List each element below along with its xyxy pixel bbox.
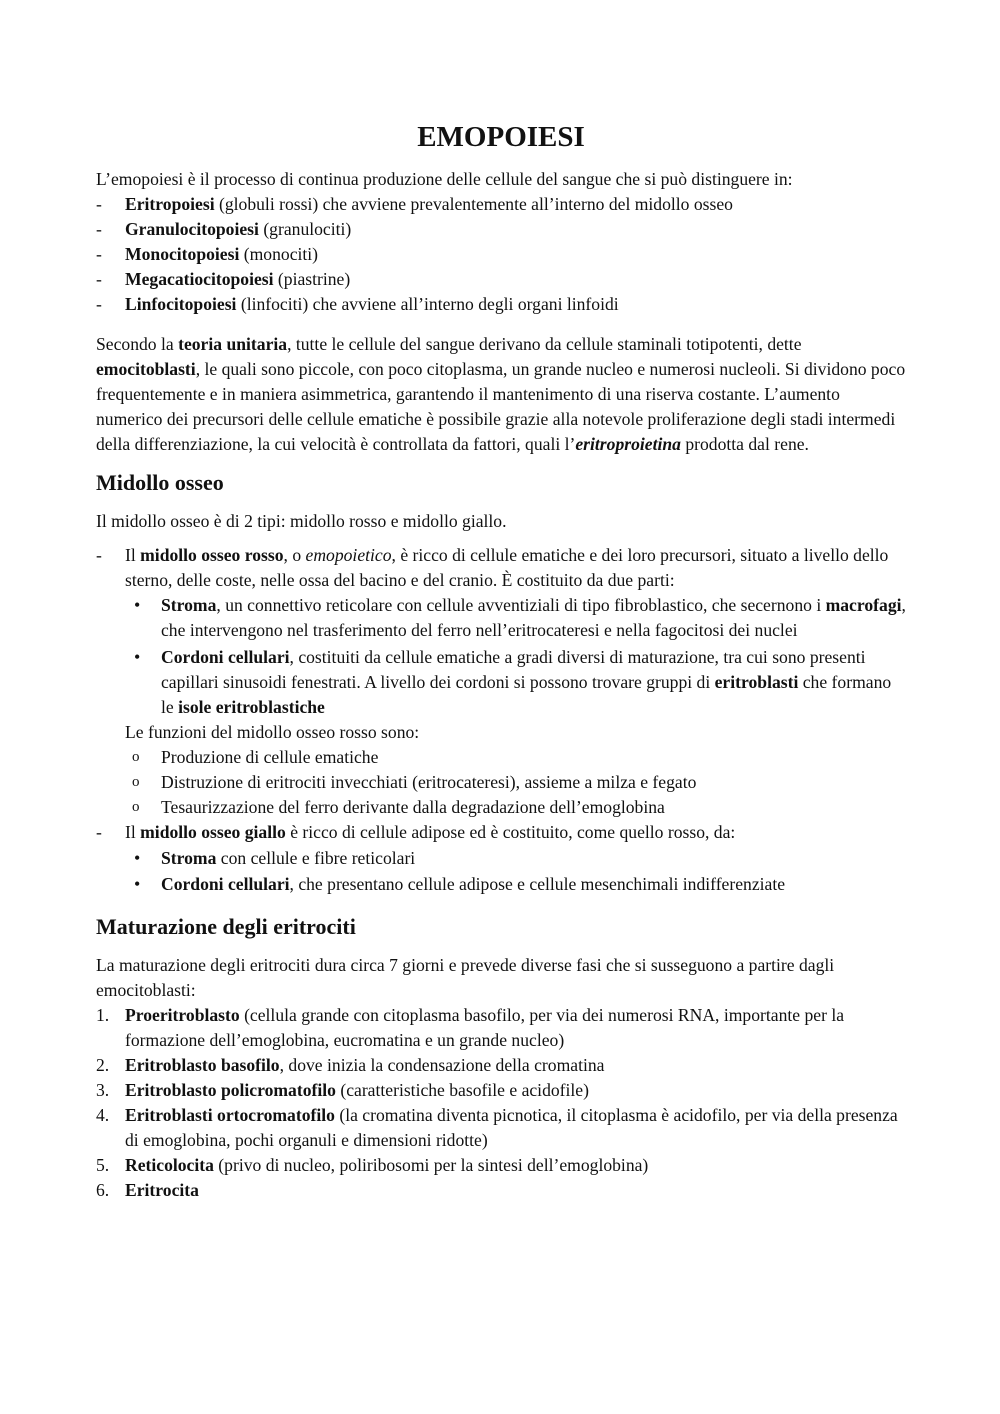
list-item: - Linfocitopoiesi (linfociti) che avviene all’interno degli organi linfoidi: [96, 292, 906, 317]
list-item: - Granulocitopoiesi (granulociti): [96, 217, 906, 242]
list-item: - Monocitopoiesi (monociti): [96, 242, 906, 267]
midollo-list: [96, 543, 906, 897]
teoria-unitaria-paragraph: Secondo la teoria unitaria, tutte le cellule del sangue derivano da cellule staminali totipotenti, dette emocitoblasti, le quali sono piccole, con poco citoplasma, un grande nucleo e numerosi nucleoli. Si dividono poco frequentemente e in maniera asimmetrica, garantendo il mantenimento di una riserva costante. L’aumento numerico dei precursori delle cellule ematiche è possibile grazie alla notevole proliferazione degli stadi intermedi della differenziazione, la cui velocità è controllata da fattori, quali l’eritroproietina prodotta dal rene.: [96, 334, 906, 454]
bullet-marker: •: [134, 595, 141, 615]
list-item-funzione: o Tesaurizzazione del ferro derivante dalla degradazione dell’emoglobina: [96, 795, 906, 820]
intro-paragraph: L’emopoiesi è il processo di continua produzione delle cellule del sangue che si può distinguere in:: [96, 169, 793, 189]
bullet-marker: •: [134, 848, 141, 868]
maturazione-intro: La maturazione degli eritrociti dura circa 7 giorni e prevede diverse fasi che si susseguono a partire dagli emocitoblasti:: [96, 955, 835, 1000]
list-item-stroma: • Stroma, un connettivo reticolare con cellule avventiziali di tipo fibroblastico, che secernono i macrofagi, che intervengono nel trasferimento del ferro nell’eritrocateresi e nella fagocitosi dei nuclei: [134, 595, 906, 640]
list-item-step: 1. Proeritroblasto (cellula grande con citoplasma basofilo, per via dei numerosi RNA, importante per la formazione dell’emoglobina, eucromatina e un grande nucleo): [96, 1005, 845, 1050]
page-title: EMOPOIESI: [417, 121, 585, 153]
dash-marker: -: [96, 269, 102, 289]
list-item-giallo-stroma: • Stroma con cellule e fibre reticolari: [96, 846, 906, 871]
term: Megacatiocitopoiesi: [125, 269, 274, 289]
list-item: - Megacatiocitopoiesi (piastrine): [96, 267, 906, 292]
circle-marker: o: [132, 774, 140, 790]
list-item-midollo-giallo: - Il midollo osseo giallo è ricco di cellule adipose ed è costituito, come quello rosso, da:: [96, 820, 906, 845]
list-item-funzione: o Distruzione di eritrociti invecchiati (eritrocateresi), assieme a milza e fegato: [96, 770, 906, 795]
list-item-giallo-cordoni: • Cordoni cellulari, che presentano cellule adipose e cellule mesenchimali indifferenziate: [96, 872, 906, 897]
list-item-step: 3. Eritroblasto policromatofilo (caratteristiche basofile e acidofile): [96, 1080, 589, 1100]
list-item-step: 4. Eritroblasti ortocromatofilo (la cromatina diventa picnotica, il citoplasma è acidofilo, per via della presenza di emoglobina, pochi organuli e dimensioni ridotte): [96, 1105, 898, 1150]
dash-marker: -: [96, 822, 102, 842]
term: Eritropoiesi: [125, 194, 215, 214]
maturazione-steps-list: [96, 1003, 906, 1203]
list-item-step: 5. Reticolocita (privo di nucleo, poliribosomi per la sintesi dell’emoglobina): [96, 1155, 649, 1175]
list-item: - Eritropoiesi (globuli rossi) che avviene prevalentemente all’interno del midollo osseo: [96, 192, 906, 217]
term: Linfocitopoiesi: [125, 294, 237, 314]
dash-marker: -: [96, 294, 102, 314]
list-item-cordoni: • Cordoni cellulari, costituiti da cellule ematiche a gradi diversi di maturazione, tra cui sono presenti capillari sinusoidi fenestrati. A livello dei cordoni si possono trovare gruppi di eritroblasti che formano le isole eritroblastiche: [134, 647, 892, 717]
circle-marker: o: [132, 799, 140, 815]
dash-marker: -: [96, 244, 102, 264]
term: Granulocitopoiesi: [125, 219, 259, 239]
list-item-step: 2. Eritroblasto basofilo, dove inizia la condensazione della cromatina: [96, 1055, 605, 1075]
dash-marker: -: [96, 545, 102, 565]
bullet-marker: •: [134, 647, 141, 667]
term: Monocitopoiesi: [125, 244, 240, 264]
circle-marker: o: [132, 749, 140, 765]
dash-marker: -: [96, 219, 102, 239]
document-page: [96, 0, 906, 1203]
list-item-funzione: o Produzione di cellule ematiche: [96, 745, 906, 770]
list-item-step: 6. Eritrocita: [96, 1180, 199, 1200]
emopoiesi-types-list: [96, 192, 906, 317]
section-heading-midollo: Midollo osseo: [96, 470, 224, 495]
section-heading-maturazione: Maturazione degli eritrociti: [96, 914, 356, 939]
midollo-intro: Il midollo osseo è di 2 tipi: midollo rosso e midollo giallo.: [96, 511, 507, 531]
list-item-midollo-rosso: - Il midollo osseo rosso, o emopoietico, è ricco di cellule ematiche e dei loro precursori, situato a livello dello sterno, delle coste, nelle ossa del bacino e del cranio. È costituito da due parti:: [96, 545, 889, 590]
funzioni-intro: Le funzioni del midollo osseo rosso sono:: [125, 722, 420, 742]
bullet-marker: •: [134, 874, 141, 894]
dash-marker: -: [96, 194, 102, 214]
